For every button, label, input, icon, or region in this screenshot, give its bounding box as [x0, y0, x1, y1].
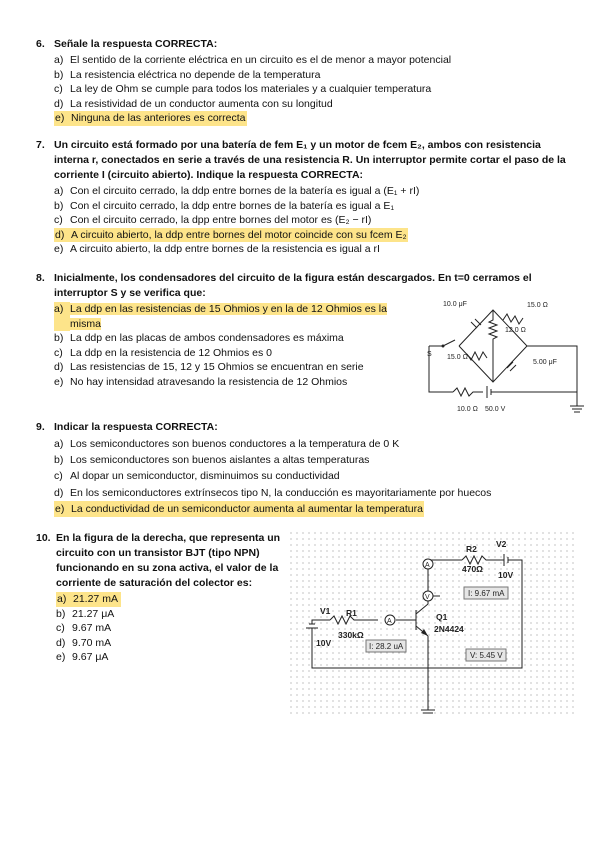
option-b: b) Los semiconductores son buenos aislantes a altas temperaturas — [54, 454, 370, 467]
v1-value: 10V — [316, 638, 332, 648]
r1-value: 330kΩ — [338, 630, 364, 640]
option-e: e) 9.67 μA — [56, 651, 109, 664]
v1-label: V1 — [320, 606, 331, 616]
label-r3: 10.0 Ω — [457, 406, 478, 413]
option-a: a) 21.27 mA — [56, 592, 286, 607]
ammeter-base-label: A — [387, 618, 392, 625]
option-e: e) La conductividad de un semiconductor aumenta al aumentar la temperatura — [54, 501, 566, 517]
rc-circuit-figure — [415, 292, 585, 414]
option-d: d) La resistividad de un conductor aumenta con su longitud — [54, 97, 333, 110]
question-number: 10. — [36, 532, 51, 544]
option-e: e) No hay intensidad atravesando la resistencia de 12 Ohmios — [54, 375, 348, 388]
label-c1: 10.0 μF — [443, 301, 467, 308]
question-number: 7. — [36, 139, 45, 151]
v2-value: 10V — [498, 570, 514, 580]
option-d: d) Las resistencias de 15, 12 y 15 Ohmios se encuentran en serie — [54, 361, 364, 374]
r2-label: R2 — [466, 544, 477, 554]
question-title: Inicialmente, los condensadores del circuito de la figura están descargados. En t=0 cerramos el interruptor S y se verifica que: — [54, 272, 532, 299]
base-current-readout: I: 28.2 uA — [369, 642, 404, 651]
question-6 — [36, 37, 566, 126]
option-b: b) La resistencia eléctrica no depende de la temperatura — [54, 68, 321, 81]
label-r12: 12.0 Ω — [505, 327, 526, 334]
label-r2: 15.0 Ω — [447, 354, 468, 361]
question-10 — [36, 531, 286, 665]
v2-label: V2 — [496, 539, 507, 549]
question-9 — [36, 420, 566, 517]
option-d: d) A circuito abierto, la ddp entre bornes del motor coincide con su fcem E₂ — [55, 228, 407, 241]
option-b: b) Con el circuito cerrado, la ddp entre bornes de la batería es igual a E₁ — [54, 199, 394, 212]
label-emf: 50.0 V — [485, 406, 506, 413]
question-number: 8. — [36, 272, 45, 284]
option-a: a) Los semiconductores son buenos conductores a la temperatura de 0 K — [54, 438, 400, 450]
r1-label: R1 — [346, 608, 357, 618]
label-c2: 5.00 μF — [533, 359, 557, 366]
label-s: S — [427, 351, 432, 358]
option-c: c) Al dopar un semiconductor, disminuimos su conductividad — [54, 470, 340, 483]
voltmeter-label: V — [425, 594, 430, 601]
question-title: Un circuito está formado por una batería de fem E₁ y un motor de fcem E₂, ambos con resistencia interna r, conectados en serie a través de una resistencia R. Un interruptor permite cortar el paso de la corriente I (circuito abierto). Indique la respuesta CORRECTA: — [54, 139, 566, 181]
option-c: c) La ley de Ohm se cumple para todos los materiales y a cualquier temperatura — [54, 83, 432, 96]
q1-label: Q1 — [436, 612, 448, 622]
question-title: Indicar la respuesta CORRECTA: — [54, 421, 218, 433]
option-b: b) La ddp en las placas de ambos condensadores es máxima — [54, 332, 344, 345]
option-a: a) La ddp en las resistencias de 15 Ohmios y en la de 12 Ohmios es la misma — [54, 303, 387, 330]
bjt-circuit-figure — [290, 532, 576, 716]
r2-value: 470Ω — [462, 564, 483, 574]
question-7 — [36, 138, 566, 257]
vce-readout: V: 5.45 V — [470, 651, 503, 660]
label-r1: 15.0 Ω — [527, 302, 548, 309]
question-title: En la figura de la derecha, que representa un circuito con un transistor BJT (tipo NPN) funcionando en su zona activa, el valor de la corriente de saturación del colector es: — [56, 532, 281, 589]
question-title: Señale la respuesta CORRECTA: — [54, 38, 218, 50]
option-c: c) La ddp en la resistencia de 12 Ohmios es 0 — [54, 346, 272, 359]
option-a: a) Con el circuito cerrado, la ddp entre bornes de la batería es igual a (E₁ + rI) — [54, 185, 420, 197]
ammeter-a-label: A — [425, 562, 430, 569]
option-e: e) Ninguna de las anteriores es correcta — [55, 112, 246, 125]
option-c: c) Con el circuito cerrado, la dpp entre bornes del motor es (E₂ − rI) — [54, 214, 372, 227]
option-c: c) 9.67 mA — [56, 622, 112, 635]
question-number: 9. — [36, 421, 45, 433]
question-number: 6. — [36, 38, 45, 50]
option-e: e) A circuito abierto, la ddp entre bornes de la resistencia es igual a rI — [54, 243, 380, 256]
option-a: a) El sentido de la corriente eléctrica en un circuito es el de menor a mayor potencial — [54, 54, 452, 66]
option-d: d) En los semiconductores extrínsecos tipo N, la conducción es mayoritariamente por huecos — [54, 486, 492, 499]
q1-value: 2N4424 — [434, 624, 464, 634]
option-b: b) 21.27 μA — [56, 607, 115, 620]
option-d: d) 9.70 mA — [56, 636, 112, 649]
collector-current-readout: I: 9.67 mA — [468, 589, 505, 598]
